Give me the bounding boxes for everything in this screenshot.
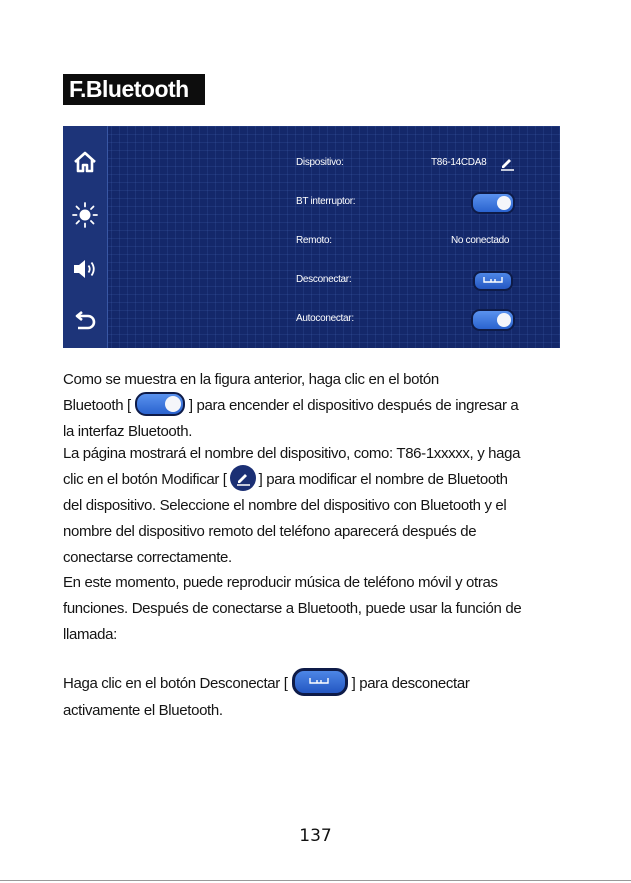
autoconnect-label: Autoconectar: (296, 313, 354, 324)
paragraph-3 (63, 570, 563, 648)
inline-toggle-icon (135, 392, 185, 416)
bt-switch-label: BT interruptor: (296, 196, 356, 207)
brightness-icon[interactable] (69, 199, 101, 231)
text-line: nombre del dispositivo remoto del teléfono aparecerá después de (63, 523, 477, 541)
text-line: En este momento, puede reproducir música de teléfono móvil y otras (63, 574, 498, 591)
device-name: T86-14CDA8 (431, 157, 487, 168)
device-label: Dispositivo: (296, 157, 344, 168)
bt-switch-toggle[interactable] (471, 192, 515, 214)
paragraph-4 (63, 670, 563, 724)
paragraph-2 (63, 441, 563, 571)
page-number: 137 (299, 826, 332, 846)
text-line: funciones. Después de conectarse a Bluetooth, puede usar la función de (63, 600, 522, 617)
autoconnect-toggle[interactable] (471, 309, 515, 331)
volume-icon[interactable] (69, 253, 101, 285)
text-span: clic en el botón Modificar [ (63, 471, 227, 488)
text-span: ] para desconectar (351, 674, 470, 692)
text-line: activamente el Bluetooth. (63, 702, 223, 719)
text-line: llamada: (63, 626, 117, 643)
text-line (63, 670, 563, 698)
text-line (63, 393, 563, 419)
text-line: la interfaz Bluetooth. (63, 423, 193, 440)
nav-rail (63, 126, 108, 348)
inline-disconnect-icon (292, 668, 348, 696)
text-span: ] para modificar el nombre de Bluetooth (258, 471, 508, 488)
disconnect-button[interactable] (473, 271, 513, 291)
text-line: La página mostrará el nombre del dispositivo, como: T86-1xxxxx, y haga (63, 445, 521, 462)
text-line: conectarse correctamente. (63, 549, 232, 567)
back-icon[interactable] (69, 306, 101, 338)
section-heading: F.Bluetooth (63, 74, 205, 105)
text-span: ] para encender el dispositivo después de ingresar a (188, 397, 519, 414)
toggle-knob (497, 196, 511, 210)
footer-rule (0, 880, 631, 881)
remote-label: Remoto: (296, 235, 332, 246)
toggle-knob (497, 313, 511, 327)
bluetooth-settings-screen (63, 126, 560, 348)
home-icon[interactable] (69, 146, 101, 178)
disconnect-label: Desconectar: (296, 274, 352, 285)
paragraph-1 (63, 367, 563, 445)
text-line (63, 467, 563, 493)
text-span: Haga clic en el botón Desconectar [ (63, 674, 288, 692)
edit-name-icon[interactable] (499, 155, 515, 176)
text-line: del dispositivo. Seleccione el nombre del dispositivo con Bluetooth y el (63, 497, 507, 515)
text-span: Bluetooth [ (63, 397, 131, 414)
text-line: Como se muestra en la figura anterior, haga clic en el botón (63, 371, 439, 388)
inline-edit-icon (230, 465, 256, 491)
remote-status: No conectado (451, 235, 510, 246)
